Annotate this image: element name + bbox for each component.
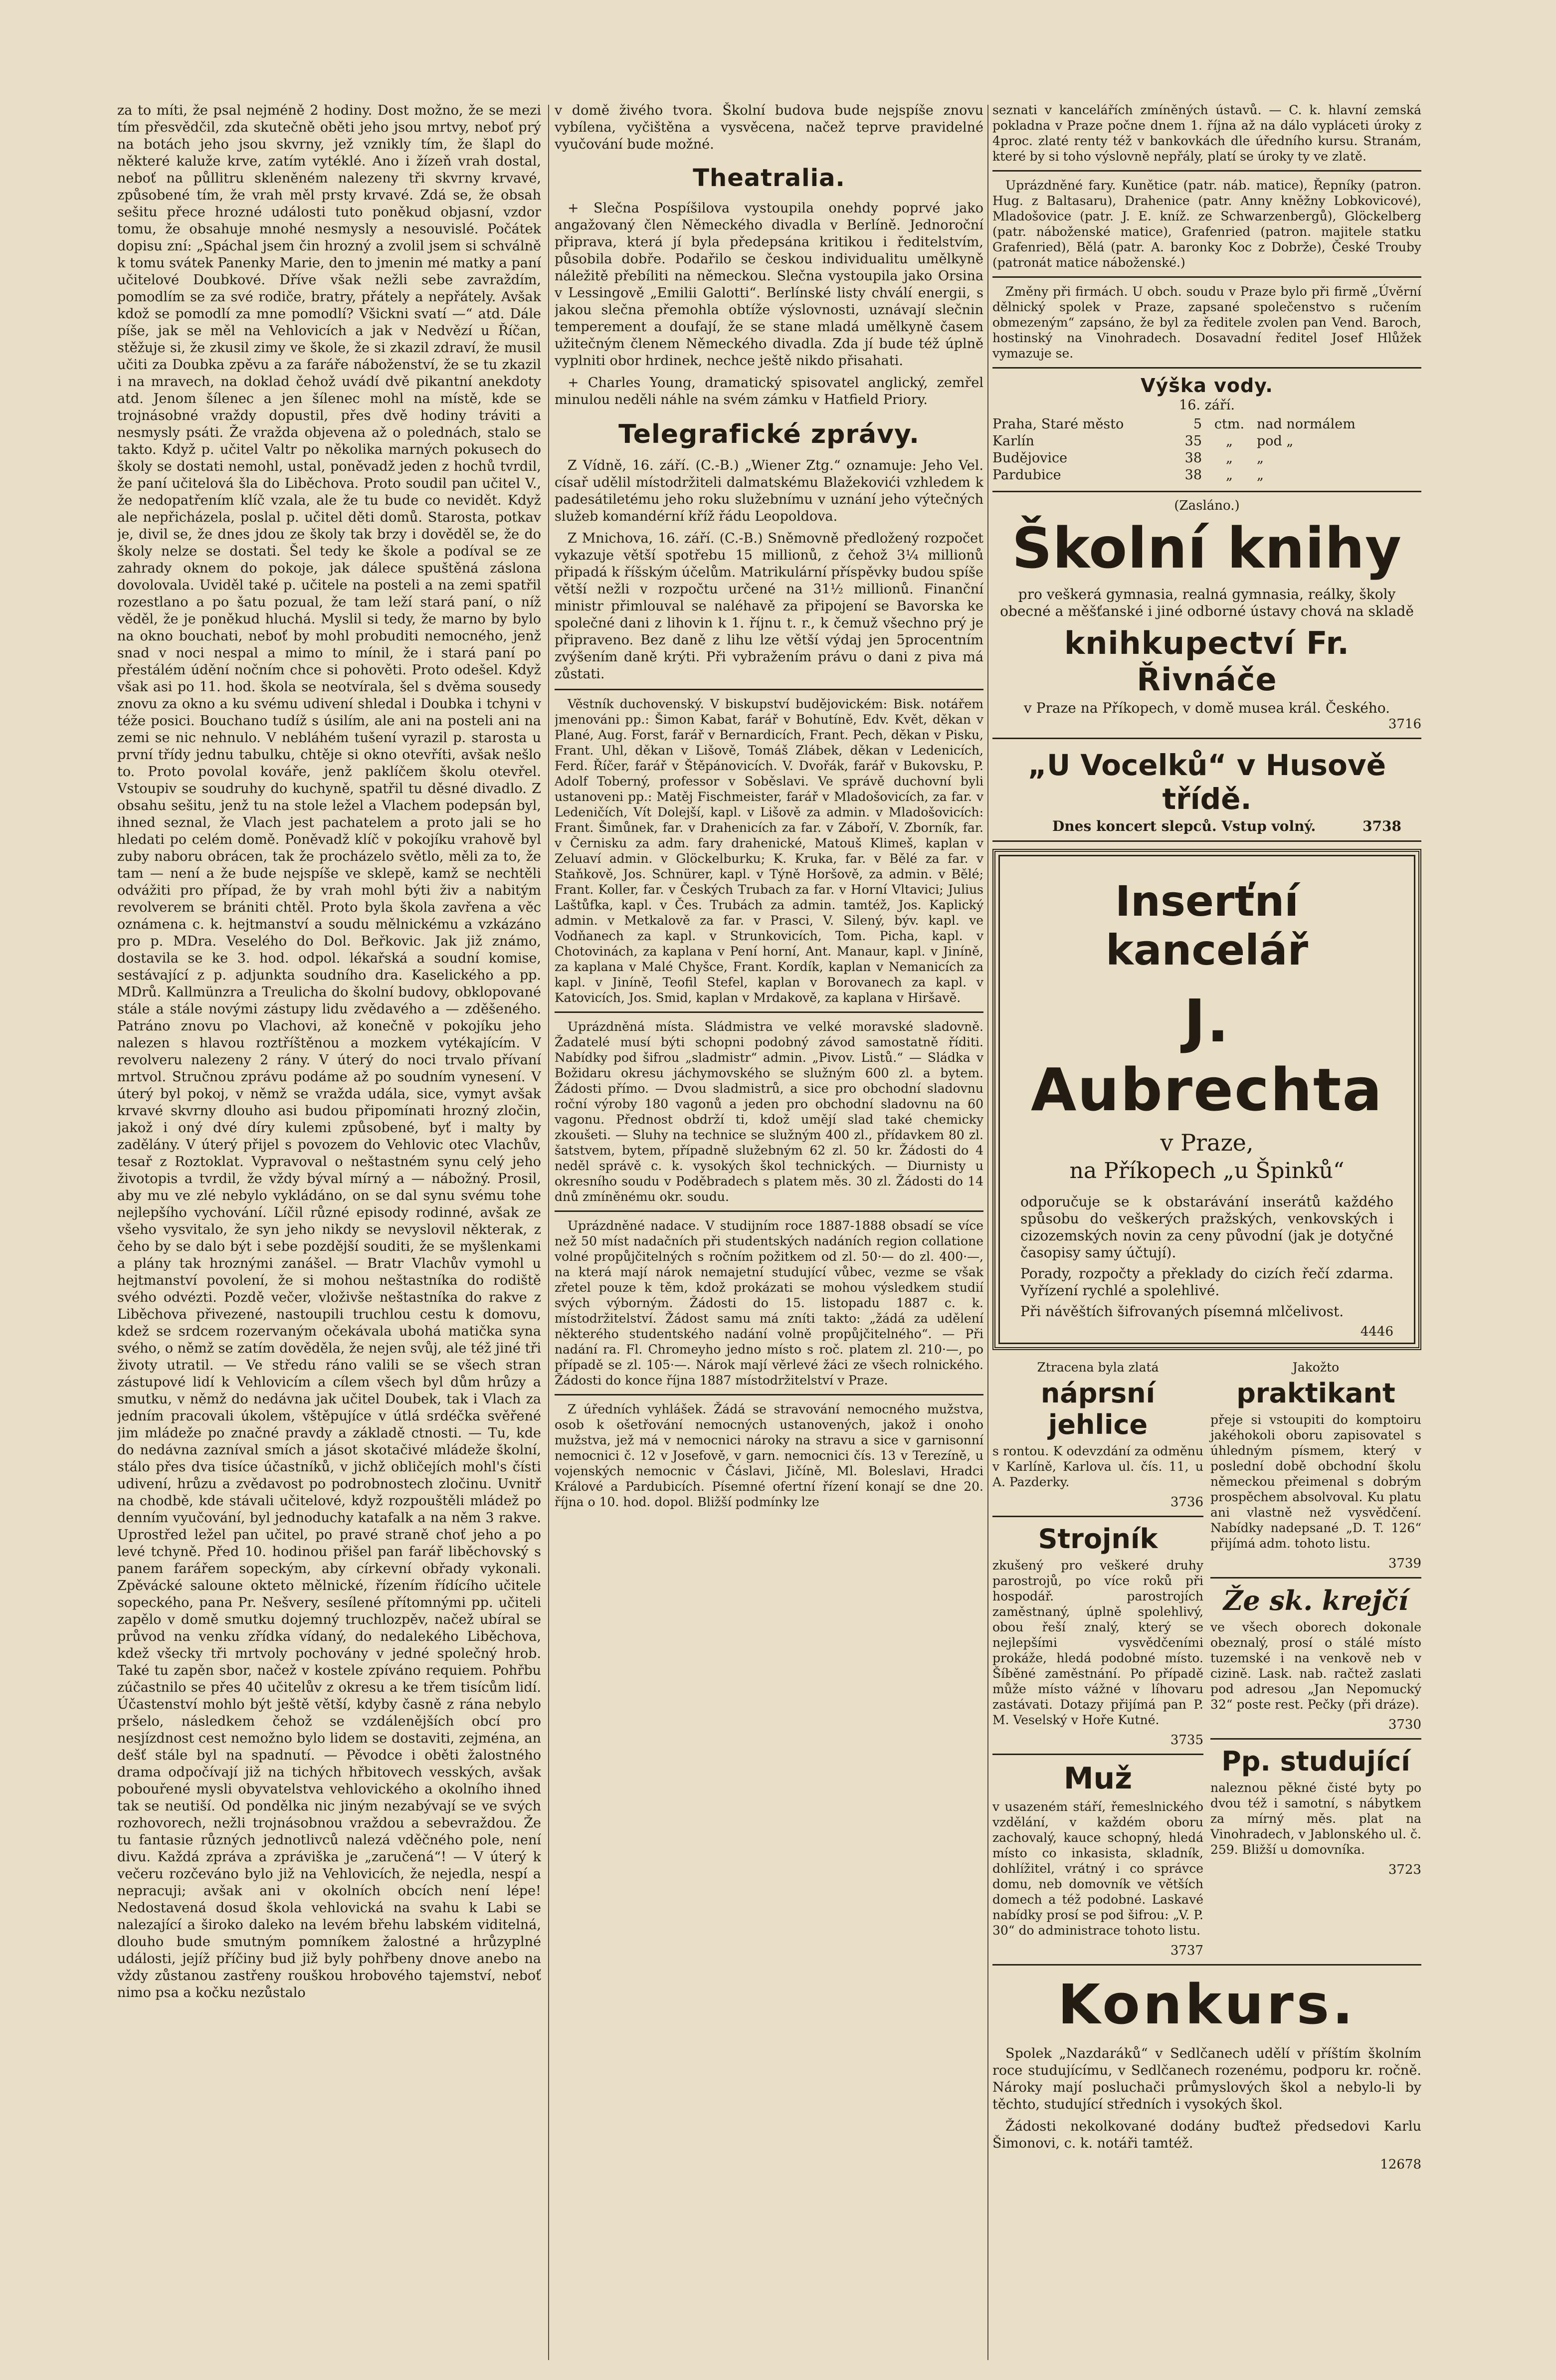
ad-pre: Jakožto xyxy=(1292,1360,1340,1375)
divider xyxy=(992,1754,1203,1755)
ad-text: s rontou. K odevzdání za odměnu v Karlíně, Karlova ul. čís. 11, u A. Pazderky. xyxy=(992,1444,1203,1489)
divider xyxy=(555,1011,983,1013)
ad-title: Inserťní kancelář xyxy=(1105,877,1308,975)
article-text: za to míti, že psal nejméně 2 hodiny. Dost možno, že se mezi tím přesvědčil, zda skutečně oběti jeho jsou mrtvy, neboť prý na botách jeho jsou skvrny, jež vznikly tím, že šlapl do některé kaluže krve, zatím vytéklé. Ano i žízeň vrah dostal, neboť na půllitru skleněném nalezeny tři skvrny krvavé, způsobené tím, že vrah měl prsty krvavé. Zdá se, že obsah sešitu přece hrozné události tuto poněkud objasní, vzdor tomu, že obsahuje mnohé nesmysly a nesouvislé. Počátek dopisu zní: „Spáchal jsem čin hrozný a zvolil jsem si schválně k tomu svátek Panenky Marie, den to jmenin mé matky a paní učitelové Doubkové. Dříve však nežli sebe zavraždím, pomodlím se za své rodiče, bratry, přátely a nepřátely. Avšak kdož se pomodlí za mne pomodlí? Všickni svatí —“ atd. Dále píše, jak se měl na Vehlovicích a jak v Nedvězí u Říčan, stěžuje si, že zkusil zimy ve škole, že si zkazil zdraví, že musil učiti za Doubka zpěvu a za faráře náboženství, že se tu zkazil i na mravech, na doklad čehož uvádí dvě pikantní anekdoty atd. Jenom šílenec a jen šílenec mohl na místě, kde se trojnásobné vraždy dopustil, přes dvě hodiny tráviti a nesmysly psáti. Že vražda objevena až o polednách, stalo se takto. Když p. učitel Valtr po několika marných pokusech do školy se dostati nemohl, ustal, poněvadž jeden z hochů tvrdil, že paní učitelová šla do Liběchova. Proto soudil pan učitel V., že nedopatřením klíč vzala, ale že tu bude co nevidět. Když ale nepřicházela, poslal p. učitel děti domů. Starosta, potkav je, divil se, že dnes jdou ze školy tak brzy i dověděl se, že do školy nelze se dostati. Šel tedy ke škole a podíval se ze zahrady oknem do pokoje, jak dálece spuštěná záslona dovolovala. Uviděl také p. učitele na posteli a na zemi spatřil rozestlano a po šatu pozual, že tam leží stará paní, o níž věděl, že je poněkud hluchá. Myslil si tedy, že marno by bylo na okno bouchati, neboť by mohl probuditi nemocného, jenž snad v noci nespal a mimo to mínil, že i stará paní po přestálém údění nočním chce si pohověti. Proto odešel. Když však asi po 11. hod. škola se neotvírala, šel s dvěma sousedy znovu za okno a ku svému udivení shledal i Doubka i tchyni v téže posici. Bouchano tudíž s úsilím, ale ani na posteli ani na zemi se nic nehnulo. V nebláhém tušení vyrazil p. starosta u první třídy jednu tabulku, chtěje si okno otevříti, avšak nešlo to. Proto povolal kováře, jenž paklíčem školu otevřel. Vstoupiv se soudruhy do kuchyně, spatřil tu děsné divadlo. Z obsahu sešitu, jenž tu na stole ležel a Vlachem podepsán byl, ihned seznal, že Vlach jest pachatelem a proto jali se ho hledati po celém domě. Poněvadž klíč v pokojíku vrahově byl zuby naboru obrácen, tak že procházelo světlo, měli za to, že tam — není a že bude nejspíše ve sklepě, kamž se nechtěli odvážiti pro případ, že by vrah mohl býti živ a nabitým revolverem se brániti chtěl. Proto byla škola zavřena a věc oznámena c. k. hejtmanství a soudu mělnickému a vzkázáno pro p. MDra. Veselého do Dol. Beřkovic. Jak již známo, dostavila se ke 3. hod. odpol. lékařská a soudní komise, sestávající z p. adjunkta soudního dra. Kaselického a pp. MDrů. Kallmünzra a Treulicha do školní budovy, obklopované stále a stále novými zástupy lidu zvědavého a — zděšeného. Patráno znovu po Vlachovi, až konečně v pokojíku jeho nalezen s hlavou roztříštěnou a mozkem vytékajícím. V revolveru nalezeny 2 rány. V úterý do noci trvalo přívaní mrtvol. Stručnou zprávu podáme až po soudním vynesení. V úterý byl pokoj, v němž se vražda udála, sice, vymyt avšak krvavé skvrny dlouho asi budou připomínati hrozný zločin, jakož i oný dvé díry kulemi způsobené, byť i malty by zadělány. V úterý přijel s povozem do Vehlovic otec Vlachův, tesař z Roztoklat. Vypravoval o neštastném synu celý jeho životopis a tvrdil, že vždy býval mírný a — nábožný. Prosil, aby mu ve zlé nebylo vykládáno, on se dal synu svému tohe nejlepšího vychování. Líčil různé episody rodinné, avšak ze všeho vysvitalo, že syn jeho nikdy se nevyslovil některak, z čeho by se dalo být i sebe pozdější souditi, že se myšlenkami a plány tak hroznými zanášel. — Bratr Vlachův vymohl u hejtmanství povolení, že si mohou neštastníka do rodiště svého odvézti. Pozdě večer, vloživše neštastníka do rakve z Liběchova přivezené, nastoupili truchlou cestu k domovu, kdež se srdcem rozervaným očekávala ubohá matička syna svého, o němž se zatím dověděla, že nejen svůj, ale též jiné tři životy utratil. — Ve středu ráno valili se se všech stran zástupové lidí k Vehlovicím a cílem všech byl dům hrůzy a smutku, v němž do nedávna jak učitel Doubek, tak i Vlach za jedním pracovali úkolem, vštěpujíce v útlá srdéčka svěřené jim mládeže po značné pravdy a základě ctnosti. — Tu, kde do nedávna zazníval smích a jásot skotačivé mládeže školní, stálo přes dva tisíce účastníků, v jichž obličejích mohl's čísti udivení, hrůzu a zvědavost po podrobnostech zločinu. Uvnitř na chodbě, kde stávali učitelové, když rozpouštěli mládež po denním vyučování, byl jednoduchy katafalk a na něm 3 rakve. Uprostřed ležel pan učitel, po pravé straně choť jeho a po levé tchyně. Před 10. hodinou přišel pan farář liběchovský s panem farářem sopeckým, aby církevní obřady vykonali. Zpěvácké saloune okteto mělnické, řízením řídícího učitele sopeckého, pana Pr. Nešvery, sesílené přítomnými pp. učiteli zapělo v domě smutku dojemný truchlozpěv, načež ubíral se průvod na venku zřídka vídaný, do nedalekého Liběchova, kdež všecky tři mrtvoly pochovány v jedné společný hrob. Také tu zapěn sbor, načež v kostele zpíváno requiem. Pohřbu zúčastnilo se přes 40 učitelův z okresu a ke třem tisícům lidí. Účastenství mohlo být ještě větší, kdyby časně z rána nebylo pršelo, následkem čehož se vzdálenějších obcí pro nesjízdnost cest nemožno bylo lidem se dostaviti, zejména, an dešť stále byl na spadnutí. — Pěvodce i oběti žalostného drama odpočívají již na tichých hřbitovech vesských, avšak pobouřené mysli obyvatelstva vehlovického a okolního ihned tak se neutiší. Od pondělka nic jiným nezabývají se ve svých rozhovorech, nežli trojnásobnou vraždou a sebevraždou. Že tu fantasie různých jednotlivců nalezá vděčného pole, není divu. Každá zpráva a zpráviška je „zaručená“! — V úterý k večeru rozčeváno bylo již na Vehlovicích, že nejedla, nespí a nepracuji; avšak ani v okolních obcích není lépe! Nedostavená dosud škola vehlovická na svahu k Labi se nalezající a široko daleko na levém břehu labském viditelná, dlouho bude smutným pomníkem žalostné a hrůzyplné události, jejíž příčiny bud již byly pohřbeny dnove anebo na vždy zůstanou zastřeny rouškou hrobového tajemství, neboť nimo psa a kočku nezůstalo xyxy=(117,103,541,2000)
theatre-item: + Charles Young, dramatický spisovatel anglický, zemřel minulou neděli náhle na svém zámku v Hatfield Priory. xyxy=(555,375,983,407)
water-level-row: Budějovice 38 „ „ xyxy=(992,450,1264,466)
konkurs-text: Žádosti nekolkované dodány buďtež předsedovi Karlu Šimonovi, c. k. notáři tamtéž. xyxy=(992,2119,1421,2151)
small-ad-column xyxy=(992,1357,1203,1958)
ad-text: v usazeném stáří, řemeslnického vzdělání, v každém oboru zachovalý, kauce schopný, hledá místo co inkasista, skladník, dohlížitel, vrátný i co správce domu, neb domovník ve větších domech a též podobné. Laskavé nabídky prosí se pod šifrou: „V. P. 30“ do administrace tohoto listu. xyxy=(992,1799,1203,1938)
telegram-item: Z Mnichova, 16. září. (C.-B.) Sněmovně předložený rozpočet vykazuje větší spotřebu 15 millionů, z čehož 3¼ millionů připadá k říšským účelům. Matrikulární příspěvky budou spíše větší nežli v rozpočtu určené na 31½ millionů. Finanční ministr přimlouval se naléhavě za připojení se Bavorska ke společné dani z lihovin k 1. říjnu t. r., k čemuž všechno prý je připraveno. Bez daně z lihu lze větší výdaj jen 5procentním zvýšením daně krýti. Při vybražením právu o dani z piva má zůstati. xyxy=(555,531,983,682)
ad-number: 3716 xyxy=(1388,717,1421,732)
ad-heading-vocelku: „U Vocelků“ v Husově třídě. xyxy=(1027,748,1386,816)
ad-number: 12678 xyxy=(1380,2157,1421,2172)
ad-text: odporučuje se k obstarávání inserátů každého spůsobu do veškerých pražských, venkovských i cizozemských novin za ceny původní (jak je dotyčné časopisy samy účtují). xyxy=(1020,1193,1393,1261)
divider xyxy=(992,840,1421,842)
ad-number: 3723 xyxy=(1388,1862,1421,1877)
divider xyxy=(992,170,1421,172)
vacant-parishes: Uprázdněné fary. Kunětice (patr. náb. matice), Řepníky (patron. Hug. z Baltasaru), Drahenice (patr. Anny kněžny Lobkovicové), Mladošovice (patr. J. E. kníž. ze Schwarzenbergů), Glöckelberg (patr. náboženské matice), Grafenried (patron. majitele statku Grafenried), Bělá (patr. A. baronky Koc z Dobrže), České Trouby (patronát matice náboženské.) xyxy=(992,178,1421,270)
ad-text: pro veškerá gymnasia, realná gymnasia, reálky, školy obecné a měšťanské i jiné odborné ústavy chová na skladě xyxy=(1000,586,1414,619)
water-level-row: Karlín 35 „ pod „ xyxy=(992,433,1294,449)
divider xyxy=(992,1964,1421,1966)
official-notices: Z úředních vyhlášek. Žádá se stravování nemocného mužstva, osob k ošetřování nemocných ustanovených, jakož i onoho mužstva, jež má v nemocnici nároky na stravu a sice v garnisonní nemocnici č. 12 v Josefově, v garn. nemocnici čís. 13 v Terezíně, u vojenských nemocnic v Čáslavi, Jičíně, Ml. Boleslavi, Hradci Králové a Pardubicích. Písemné ofertní řízení konají se dne 20. října o 10. hod. dopol. Bližší podmínky lze xyxy=(555,1402,983,1509)
ad-number: 3730 xyxy=(1388,1717,1421,1732)
column-rule xyxy=(987,105,988,2360)
water-level-row: Pardubice 38 „ „ xyxy=(992,467,1264,483)
section-heading-telegraphic-news: Telegrafické zprávy. xyxy=(618,419,920,449)
ad-heading-school-books: Školní knihy xyxy=(1012,516,1402,581)
water-level-row: Praha, Staré město 5 ctm. nad normálem xyxy=(992,416,1356,432)
ad-city: v Praze, xyxy=(1160,1129,1254,1156)
ad-address: v Praze na Příkopech, v domě musea král. Českého. xyxy=(1023,700,1390,716)
small-ad-column xyxy=(1210,1357,1421,1958)
ad-heading-pin: náprsní jehlice xyxy=(1040,1378,1156,1440)
water-level-heading: Výška vody. xyxy=(1141,375,1273,397)
vacancies: Uprázdněná místa. Sládmistra ve velké moravské sladovně. Žadatelé musí býti schopni podobný závod samostatně říditi. Nabídky pod šifrou „sladmistr“ admin. „Pivov. Listů.“ — Sládka v Božidaru okresu jáchymovského se služným 600 zl. a bytem. Žádosti přímo. — Dvou sladmistrů, a sice pro obchodní sladovnu roční výroby 180 vagonů a jeden pro obchodní sladovnu na 60 vagonu. Přednost obdrží ti, kdož umějí slad také chemicky zkoušeti. — Sluhy na technice se služným 400 zl., přídavkem 80 zl. šatstvem, bytem, případně služebným 62 zl. 50 kr. Žádosti do 4 neděl správě c. k. vysokých škol technických. — Diurnisty u okresního soudu v Poděbradech s platem měs. 30 zl. Žádosti do 14 dnů zmíněnému okr. soudu. xyxy=(555,1019,983,1204)
ad-number: 4446 xyxy=(1360,1324,1393,1339)
divider xyxy=(555,1394,983,1395)
ad-heading-trainee: praktikant xyxy=(1236,1378,1395,1409)
water-level-date: 16. září. xyxy=(1179,397,1235,413)
ad-heading-students: Pp. studující xyxy=(1221,1746,1410,1777)
telegram-item: Z Vídně, 16. září. (C.-B.) „Wiener Ztg.“ oznamuje: Jeho Vel. císař udělil místodržiteli dalmatskému Blažekovići vzhledem k padesátiletému jeho roku služebnímu v uznání jeho výtečných služeb komandérní kříž řádu Leopoldova. xyxy=(555,458,983,524)
divider xyxy=(1210,1738,1421,1740)
article-continuation: v domě živého tvora. Školní budova bude nejspíše znovu vybílena, vyčištěna a vysvěcena, načež teprve pravidelné vyučování bude možné. xyxy=(555,103,983,152)
ad-heading-tailor: Že sk. krejčí xyxy=(1223,1585,1409,1616)
ad-text: ve všech oborech dokonale obeznalý, prosí o stálé místo tuzemské i na venkově neb v cizině. Lask. nab. račtež zaslati pod adresou „Jan Nepomucký 32“ poste rest. Pečky (při dráze). xyxy=(1210,1620,1421,1712)
column-rule xyxy=(548,105,549,2360)
clergy-news: Věstník duchovenský. V biskupství budějovickém: Bisk. notářem jmenováni pp.: Šimon Kabat, farář v Bohutíně, Edv. Květ, děkan v Plané, Aug. Forst, farář v Bernardicích, Frant. Pech, děkan v Pisku, Frant. Uhl, děkan v Lišově, Tomáš Zlábek, děkan v Ledenicích, Ferd. Říčer, farář v Štěpánovicích. V. Dvořák, farář v Bukovsku, P. Adolf Toberný, professor v Soběslavi. Ve správě duchovní byli ustanoveni pp.: Matěj Fischmeister, farář v Mladošovicích, za far. v Ledeničích, Vít Dolejší, kapl. v Lišově za admin. v Mladošovicích: Frant. Šimůnek, far. v Drahenicích za far. v Záboří, V. Zborník, far. v Černisku za adm. fary drahenické, Matouš Klimeš, kaplan v Zeluaví admin. v Glöckelburku; K. Kruka, far. v Bělé za far. v Staňkově, Jos. Schnürer, kapl. v Týně Horšově, za admin. v Bělé; Frant. Koller, far. v Českých Trubach za far. v Horní Vltavici; Julius Laštůfka, kapl. v Čes. Trubách za admin. tamtéž, Jos. Kaplický admin. v Metkalově za far. v Prasci, V. Silený, býv. kapl. ve Vodňanech za kapl. v Strunkovicích, Tom. Picha, kapl. v Chotovinách, za kaplana v Pení horní, Ant. Manaur, kapl. v Jiníně, za kaplana v Malé Chyšce, Frant. Kordík, kaplan v Nemanicích za kapl. v Jiníně, Teofil Stefel, kaplan v Borovanech za kapl. v Katovicích, Jos. Smid, kaplan v Mrdakově, za kaplana v Hiršavě. xyxy=(555,697,983,1005)
ad-heading-machinist: Strojník xyxy=(1038,1523,1158,1555)
ad-text: naleznou pěkné čisté byty po dvou též i samotní, s nábytkem za mírný měs. plat na Vinohradech, v Jablonského ul. č. 259. Bližší u domovníka. xyxy=(1210,1781,1421,1857)
column-right xyxy=(992,102,1421,2360)
konkurs-text: Spolek „Nazdaráků“ v Sedlčanech udělí v příštím školním roce studujícímu, v Sedlčanech rozenému, podporu kr. ročně. Nároky mají posluchači průmyslových škol a nebylo-li by těchto, studující středních i vysokých škol. xyxy=(992,2046,1421,2112)
ad-company-name: J. Aubrechta xyxy=(1030,987,1383,1124)
divider xyxy=(1210,1577,1421,1579)
divider xyxy=(992,367,1421,369)
ad-text: Při návěštích šifrovaných písemná mlčelivost. xyxy=(1020,1303,1344,1320)
ad-pre: Ztracena byla zlatá xyxy=(1037,1360,1159,1375)
ad-text: Porady, rozpočty a překlady do cizích řečí zdarma. Vyřízení rychlé a spolehlivé. xyxy=(1020,1265,1393,1299)
ad-text: zkušený pro veškeré druhy parostrojů, po více roků při hospodář. parostrojích zaměstnaný, úplně spolehlivý, obou řeší znalý, který se nejlepšími vysvědčeními prokáže, hledá podobné místo. Šíběné zaměstnání. Po případě může místo vážné v líhovaru zastávati. Dotazy přijímá pan P. M. Veselský v Hoře Kutné. xyxy=(992,1558,1203,1727)
divider xyxy=(992,738,1421,739)
ad-number: 3736 xyxy=(1170,1495,1203,1510)
ad-text: přeje si vstoupiti do komptoiru jakéhokoli oboru zapisovatel s úhledným písmem, který v poslední době obchodní školu německou přeimenal s dobrým prospěchem absolvoval. Ku platu ani vlastně než vysvědčení. Nabídky nadepsané „D. T. 126“ přijímá adm. tohoto listu. xyxy=(1210,1412,1421,1551)
ad-vocelku-line: Dnes koncert slepců. Vstup volný. 3738 xyxy=(1052,818,1401,834)
ad-number: 3737 xyxy=(1170,1943,1203,1958)
ad-heading-bookshop: knihkupectví Fr. Řivnáče xyxy=(1064,625,1350,698)
notice-continuation: seznati v kancelářích zmíněných ústavů. — C. k. hlavní zemská pokladna v Praze počne dnem 1. října až na dálo vypláceti úroky z 4proc. zlaté renty též v bankovkách dle úředního kursu. Stranám, které by si toho výslovně nepřály, platí se úroky ty ve zlatě. xyxy=(992,103,1421,164)
water-level-table xyxy=(992,416,1421,484)
theatre-item: + Slečna Pospíšilova vystoupila onehdy poprvé jako angažovaný člen Německého divadla v Berlíně. Jednoroční připrava, která jí byla předepsána kritikou i ředitelstvím, působila dobře. Podařilo se českou individualitu umělkyně náležitě přebíliti na německou. Slečna vystoupila jako Orsina v Lessingově „Emilii Galotti“. Berlínské listy chválí energii, s jakou slečna přemohla obtíže výslovnosti, uznávají slečnin temperement a doufají, že se stane mladá umělkyně časem užitečným členem Německého divadla. Zda jí bude též úplně vyplniti obor hrdinek, nechce ještě nikdo přisahati. xyxy=(555,200,983,369)
ad-heading-man: Muž xyxy=(1063,1761,1133,1796)
sent-in-label: (Zasláno.) xyxy=(1174,498,1240,513)
ad-insertion-office xyxy=(992,849,1421,1350)
divider xyxy=(555,1210,983,1212)
foundations: Uprázdněné nadace. V studijním roce 1887-1888 obsadí se více než 50 míst nadačních při studentských nadáních region collatione volné propůjčitelných s ročním požitkem od zl. 50·— do zl. 400·—, na která mají nárok nemajetní studující vůbec, vezme se však zřetel pouze k těm, kdož prokázati se mohou výsledkem studií svých výborným. Žádosti do 15. listopadu 1887 c. k. místodržitelství. Žádost samu má zníti takto: „žádá za udělení některého studentského nadání volně propůjčitelného“. — Při nadání ra. Fl. Chromeyho jedno místo s roč. platem zl. 210·—, po případě se zl. 105·—. Nárok mají věrlevé žáci ze všech rolnického. Žádosti do konce října 1887 místodržitelství v Praze. xyxy=(555,1218,983,1388)
section-heading-theatralia: Theatralia. xyxy=(693,164,845,192)
divider xyxy=(992,276,1421,278)
divider xyxy=(992,1516,1203,1517)
divider xyxy=(992,491,1421,492)
column-middle xyxy=(555,102,983,2360)
ad-number: 3739 xyxy=(1388,1556,1421,1571)
column-left xyxy=(117,102,541,2360)
divider xyxy=(555,689,983,690)
firm-changes: Změny při firmách. U obch. soudu v Praze bylo při firmě „Úvěrní dělnický spolek v Praze, zapsané společenstvo s ručením obmezeným“ zapsáno, že byl za ředitele zvolen pan Vend. Baroch, hostinský na Vinohradech. Dosavadní ředitel Josef Hlůžek vymazuje se. xyxy=(992,284,1421,361)
small-ads-row xyxy=(992,1357,1421,1958)
ad-number: 3735 xyxy=(1170,1733,1203,1748)
ad-heading-konkurs: Konkurs. xyxy=(1057,1973,1357,2036)
ad-address: na Příkopech „u Špinků“ xyxy=(1069,1158,1345,1184)
